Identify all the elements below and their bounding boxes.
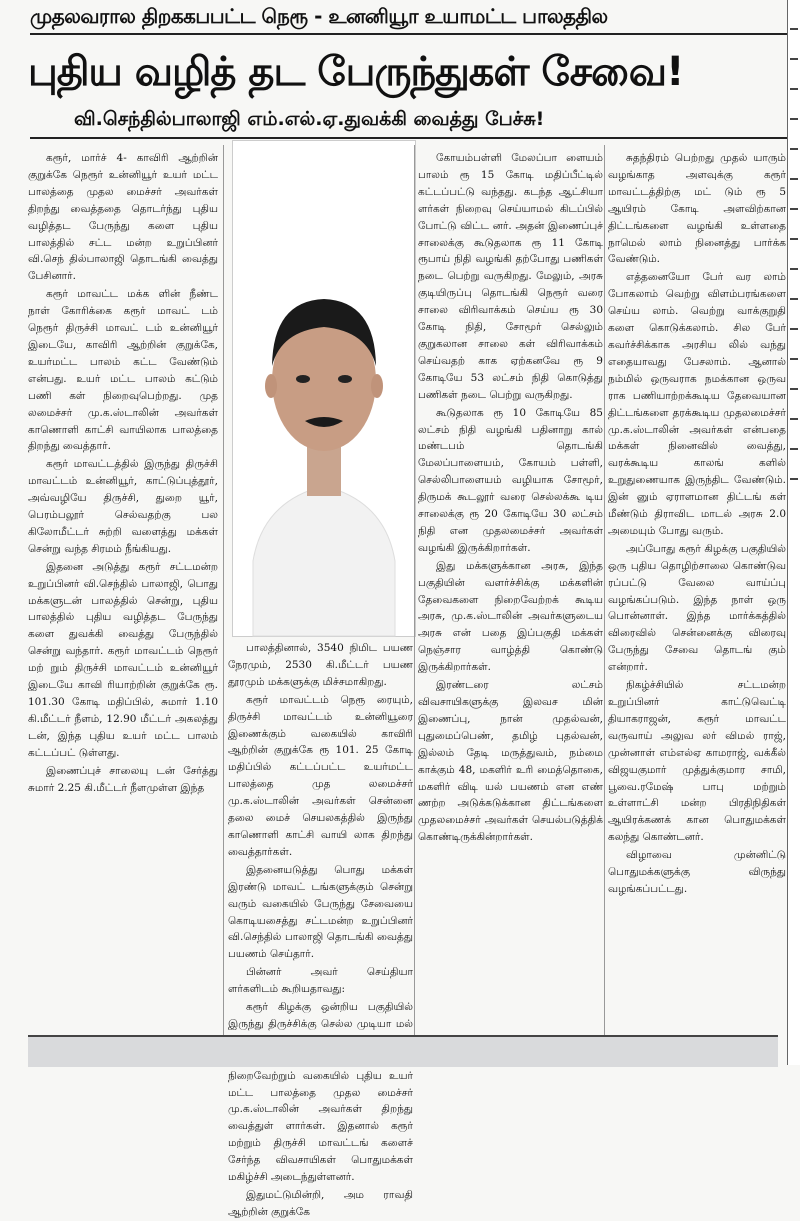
paragraph: கரூர் மாவட்டம் நெரூ ரையும், திருச்சி மாவட்டம் உன்னியூரை இணைக்கும் வகையில் காவிரி ஆற்றின் குறுக்கே ரூ 101. 25 கோடி மதிப்பில் கட்டப்பட்ட உயர்மட்ட பாலத்தை முத லமைச்சர் மு.க.ஸ்டாலின் அவர்கள் சென்னை தலை மைச் செயலகத்தில் இருந்து காணொளி காட்சி வாயி லாக திறந்து வைத்தார்கள். — [228, 693, 413, 858]
paragraph: விழாவை முன்னிட்டு பொதுமக்களுக்கு விருந்து வழங்கப்பட்டது. — [608, 849, 786, 895]
paragraph: சுதந்திரம் பெற்றது முதல் யாரும் வழங்காத அளவுக்கு கரூர் மாவட்டத்திற்கு மட் டும் ரூ 5 ஆயிரம் கோடி அளவிற்கான திட்டங்களை வழங்கி உள்ளதை நாமெல் லாம் நினைத்து பார்க்க வேண்டும். — [608, 152, 786, 266]
paragraph: இது மக்களுக்கான அரசு, இந்த பகுதியின் வளர்ச்சிக்கு மக்களின் தேவைகளை நிறைவேற்றக் கூடிய அரசு, மு.க.ஸ்டாலின் அவர்களுடைய அரசு என் பதை இப்பகுதி மக்கள் நெஞ்சார வாழ்த்தி கொண்டு இருக்கிறார்கள். — [418, 559, 603, 674]
paragraph: கூடுதலாக ரூ 10 கோடியே 85 லட்சம் நிதி வழங்கி பதினாறு கால் மண்டபம் தொடங்கி மேலப்பாளையம், கோயம் பள்ளி, செல்லிபாளையம் வழியாக சோமூர், திருமக் கூடலூர் வரை செல்லக்கூ டிய சாலைக்கு ரூ 20 கோடியே 30 லட்சம் நிதி என முதலமைச்சர் அவர்கள் வழங்கி இருக்கிறார்கள். — [418, 406, 603, 554]
paragraph: இணைப்புச் சாலையு டன் சேர்த்து சுமார் 2.25 கி.மீட்டர் நீளமுள்ள இந்த — [28, 764, 218, 794]
paragraph: எத்தனையோ பேர் வர லாம் போகலாம் வெற்று விளம்பரங்களை செய்ய லாம். வெற்று வாக்குறுதி களை கொடுக்கலாம். சில பேர் கவர்ச்சிக்காக அரசிய லில் வந்து எதையாவது பேசலாம். ஆனால் நம்மில் ஒருவராக நமக்கான ஒருவ ராக பணியாற்றக்கூடிய தேவையான திட்டங்களை தரக்கூடிய முதலமைச்சர் மு.க.ஸ்டாலின் அவர்கள் என்பதை மக்கள் நினைவில் வைத்து, வரக்கூடிய காலங் களில் உறுதுணையாக இருந்திட வேண்டும். இன் னும் ஏராளமான திட்டங் கள் மீண்டும் திராவிட மாடல் அரசு 2.0 அமையும் போது வரும். — [608, 271, 786, 537]
paragraph: இதனை அடுத்து கரூர் சட்டமன்ற உறுப்பினர் வி.செந்தில் பாலாஜி, பொது மக்களுடன் பாலத்தில் சென்று, புதிய பாலத்தில் புதிய வழித்தட பேருந்து களை துவக்கி வைத்து பேருந்தில் சென்று வந்தார். கரூர் மாவட்டம் நெரூர் மற் றும் திருச்சி மாவட்டம் உன்னியூர் இடையே காவி ரியாற்றின் குறுக்கே ரூ. 101.30 கோடி மதிப்பில், சுமார் 1.10 கி.மீட்டர் நீளம், 12.90 மீட்டர் அகலத்து டன், இந்த புதிய உயர் மட்ட பாலம் கட்டப்பட் டுள்ளது. — [28, 560, 218, 759]
paragraph: இதனையடுத்து பொது மக்கள் இரண்டு மாவட் டங்களுக்கும் சென்று வரும் வகையில் பேருந்து சேவையை கொடியசைத்து சட்டமன்ற உறுப்பினர் வி.செந்தில் பாலாஜி தொடங்கி வைத்து பயணம் செய்தார். — [228, 863, 413, 961]
paragraph: கரூர் கிழக்கு ஒன்றிய பகுதியில் இருந்து திருச்சிக்கு செல்ல முடியா மல் — [228, 1001, 413, 1030]
paragraph: நிகழ்ச்சியில் சட்டமன்ற உறுப்பினர் காட்டுவெட்டி தியாகராஜன், கரூர் மாவட்ட வருவாய் அலுவ லர் விமல் ராஜ், முன்னாள் எம்எல்ஏ காமராஜ், வக்கீல் விஜயகுமார் முத்துக்குமார சாமி, பூவை.ரமேஷ் பாபு மற்றும் உள்ளாட்சி மன்ற பிரதிநிதிகள் ஆயிரக்கணக் கான பொதுமக்கள் கலந்து கொண்டனர். — [608, 679, 786, 844]
subheadline: வி.செந்தில்பாலாஜி எம்.எல்.ஏ.துவக்கி வைத்து பேச்சு! — [74, 108, 545, 130]
adjacent-page-edge — [787, 0, 800, 1065]
paragraph: நிறைவேற்றும் வகையில் புதிய உயர் மட்ட பாலத்தை முதல மைச்சர் மு.க.ஸ்டாலின் அவர்கள் திறந்து வைத்துள் ளார்கள். இதனால் கரூர் மற்றும் திருச்சி மாவட்டங் களைச் சேர்ந்த விவசாயிகள் பொதுமக்கள் மகிழ்ச்சி அடைந்துள்ளனர். — [228, 1069, 413, 1184]
subhead-rule — [30, 137, 790, 139]
kicker-line: முதலவரால திறககபபட்ட நெரூ - உனனியூா உயாமட்ட பாலததில — [30, 4, 608, 28]
paragraph: கரூர் மாவட்டத்தில் இருந்து திருச்சி மாவட்டம் உன்னியூர், காட்டுப்புத்தூர், அவ்வழியே திருச்சி, துறை யூர், பெரம்பலூர் செல்வதற்கு பல கிலோமீட்டர் சுற்றி வளைத்து மக்கள் சென்று வந்த சிரமம் நீங்கியது. — [28, 458, 218, 555]
paragraph: கரூர், மார்ச் 4- காவிரி ஆற்றின் குறுக்கே நெரூர் உன்னியூர் உயர் மட்ட பாலத்தை முதல மைச்சர் அவர்கள் திறந்து வைத்ததை தொடர்ந்து புதிய வழித்தட பேருந்து களை புதிய பாலத்தில் சட்ட மன்ற உறுப்பினர் வி.செந் தில்பாலாஜி தொடங்கி வைத்து பேசினார். — [28, 152, 218, 283]
article-column-4 — [608, 150, 786, 1030]
column-divider — [604, 145, 605, 1040]
article-column-2 — [228, 640, 413, 1218]
portrait-illustration — [233, 141, 415, 636]
paragraph: கரூர் மாவட்ட மக்க ளின் நீண்ட நாள் கோரிக்கை கரூர் மாவட் டம் நெரூர் திருச்சி மாவட் டம் உன்னியூர் இடையே, காவிரி ஆற்றின் குறுக்கே, உயர்மட்ட பாலம் கட்ட வேண்டும் என்பது. உயர் மட்ட பாலம் கட்டும் பணி கள் நிறைவுபெற்றது. முத லமைச்சர் மு.க.ஸ்டாலின் அவர்கள் காணொளி காட்சி வாயிலாக பாலத்தை திறந்து வைத்தார். — [28, 288, 218, 453]
paragraph: பின்னர் அவர் செய்தியா ளர்களிடம் கூறியதாவது: — [228, 966, 413, 996]
column-divider — [414, 145, 415, 1040]
paragraph: அப்போது கரூர் கிழக்கு பகுதியில் ஒரு புதிய தொழிற்சாலை கொண்டுவ ரப்பட்டு வேலை வாய்ப்பு வழங்கப்படும். இந்த நாள் ஒரு பொன்னாள். இந்த மார்க்கத்தில் விரைவில் சென்னைக்கு விரைவு பேருந்து சேவை தொடங் கும் என்றார். — [608, 542, 786, 674]
portrait-photo — [232, 140, 416, 637]
article-column-1 — [28, 150, 218, 1030]
paragraph: இதுமட்டுமின்றி, அம ராவதி ஆற்றின் குறுக்கே — [228, 1189, 413, 1218]
bottom-image-strip — [28, 1035, 778, 1067]
paragraph: கோயம்பள்ளி மேலப்பா ளையம் பாலம் ரூ 15 கோடி மதிப்பீட்டில் கட்டப்பட்டு வந்தது. கடந்த ஆட்சியா ளர்கள் நிறைவு செய்யாமல் கிடப்பில் போட்டு விட்ட னர். அதன் இணைப்புச் சாலைக்கு கூடுதலாக ரூ 11 கோடி ரூபாய் நிதி வழங்கி தற்போது பணிகள் நடை பெற்று வருகிறது. மேலும், அரசு குடியிருப்பு தொடங்கி நெரூர் வரை சாலை விரிவாக்கம் செய்ய ரூ 30 கோடி நிதி, சோமூர் செல்லும் குறுகலான சாலை கள் விரிவாக்கம் செய்வதற் காக ஏற்கனவே ரூ 9 கோடியே 53 லட்சம் நிதி கொடுத்து பணிகள் நடை பெற்று வருகிறது. — [418, 152, 603, 401]
column-divider — [223, 145, 224, 1040]
paragraph: இரண்டரை லட்சம் விவசாயிகளுக்கு இலவச மின் இணைப்பு, நான் முதல்வன், புதுமைப்பெண், தமிழ் புதல்வன், இல்லம் தேடி மருத்துவம், நம்மை காக்கும் 48, மகளிர் உரி மைத்தொகை, மகளிர் விடி யல் பயணம் என எண் ணற்ற அடுக்கடுக்கான திட்டங்களை முதலமைச்சர் அவர்கள் செயல்படுத்திக் கொண்டிருக்கின்றார்கள். — [418, 679, 603, 844]
article-column-3 — [418, 150, 603, 1030]
paragraph: பாலத்தினால், 3540 நிமிட பயண நேரமும், 2530 கி.மீட்டர் பயண தூரமும் மக்களுக்கு மிச்சமாகிறது. — [228, 642, 413, 688]
headline: புதிய வழித் தட பேருந்துகள் சேவை! — [28, 49, 684, 95]
kicker-rule — [30, 33, 790, 35]
